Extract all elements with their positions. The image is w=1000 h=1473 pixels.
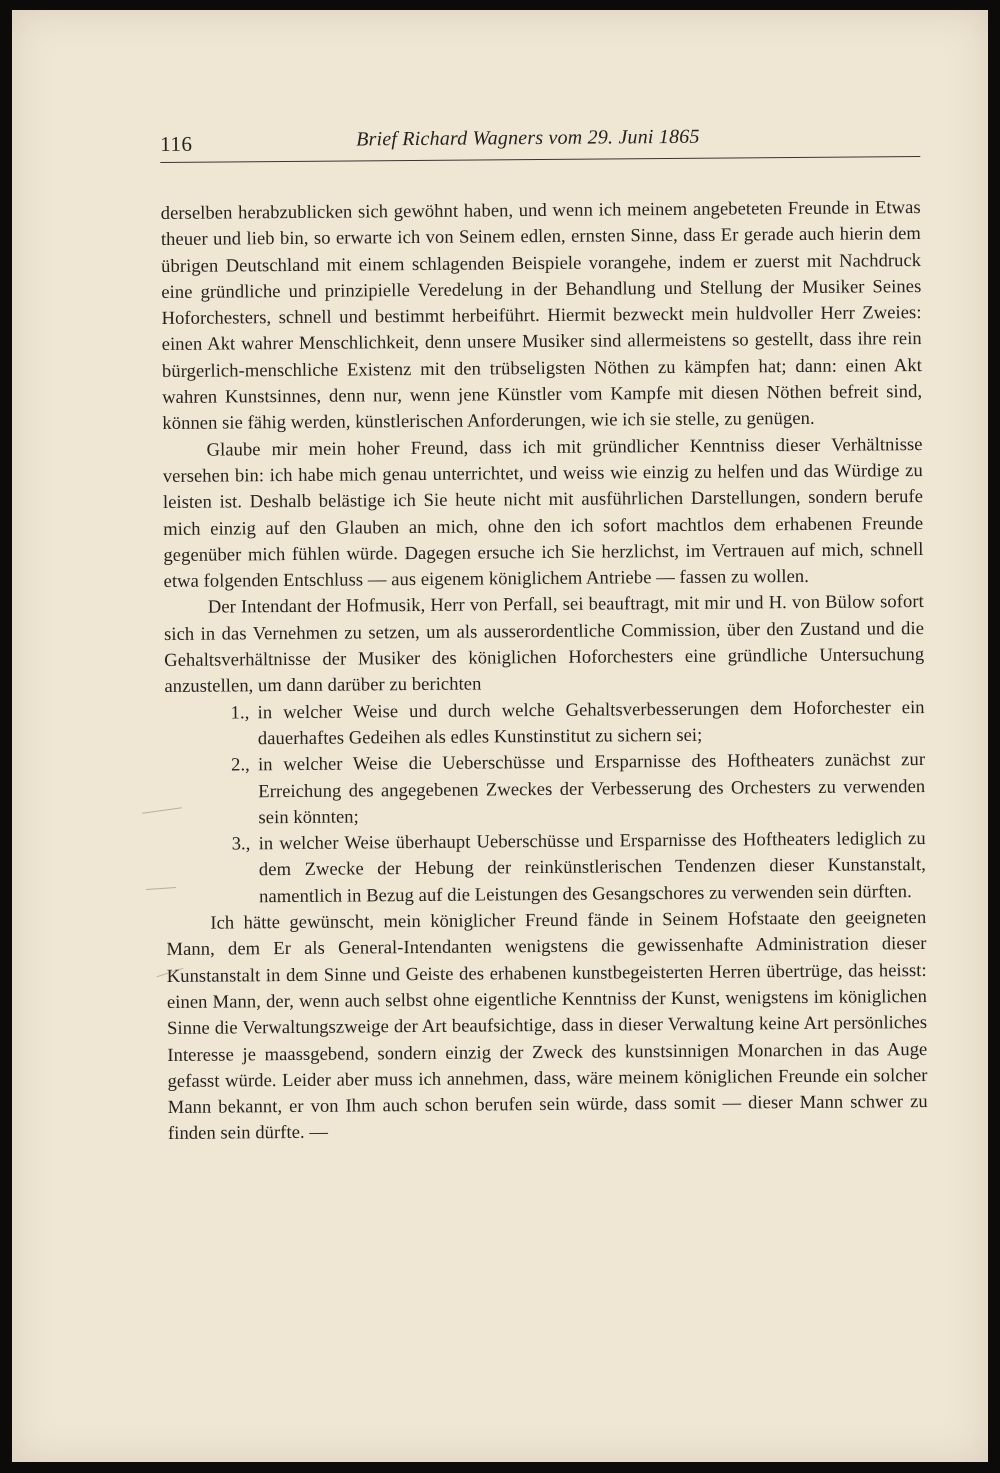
list-item: [165, 747, 926, 832]
paragraph: derselben herabzublicken sich gewöhnt haben, und wenn ich meinem angebeteten Freunde in Etwas theuer und lieb bin, so erwarte ich von Seinem edlen, ernsten Sinne, dass Er gerade auch hierin dem übrigen Deutschland mit einem schlagenden Beispiele vorangehe, indem er zuerst mit Nachdruck eine gründliche und prinzipielle Veredelung in der Behandlung und Stellung der Musiker Seines Hoforchesters, schnell und bestimmt herbeiführt. Hiermit bezweckt mein huldvoller Herr Zweies: einen Akt wahrer Menschlichkeit, denn unsere Musiker sind allermeistens so gestellt, dass ihre rein bürgerlich-menschliche Existenz mit den trübseligsten Nöthen zu kämpfen hat; dann: einen Akt wahren Kunstsinnes, denn nur, wenn jene Künstler vom Kampfe mit diesen Nöthen befreit sind, können sie fähig werden, künstlerischen Anforderungen, wie ich sie stelle, zu genügen.: [160, 197, 923, 435]
list-item-number: 1.,: [230, 701, 250, 724]
list-item-number: 2.,: [230, 754, 250, 776]
running-title: Brief Richard Wagners vom 29. Juni 1865: [356, 125, 700, 151]
list-item: [165, 695, 925, 754]
paragraph: Der Intendant der Hofmusik, Herr von Perfall, sei beauftragt, mit mir und H. von Bülow sofort sich in das Vernehmen zu setzen, um als ausserordentliche Commission, über den Zustand und die Gehaltsverhältnisse der Musiker des königlichen Hoforchesters eine gründliche Untersuchung anzustellen, um dann darüber zu berichten: [163, 591, 925, 698]
list-item-number: 3.,: [231, 833, 251, 855]
list-item-text: in welcher Weise überhaupt Ueberschüsse und Ersparnisse des Hoftheaters lediglich zu dem Zwecke der Hebung der reinkünstlerischen Tendenzen dieser Kunstanstalt, namentlich in Bezug auf die Leistungen des Gesangschores zu verwenden sein dürften.: [258, 828, 926, 907]
paragraph: Glaube mir mein hoher Freund, dass ich mit gründlicher Kenntniss dieser Verhältnisse versehen bin: ich habe mich genau unterrichtet, und weiss wie einzig zu helfen und das Würdige zu leisten ist. Deshalb belästige ich Sie heute nicht mit ausführlichen Darstellungen, sondern berufe mich einzig auf den Glauben an mich, ohne den ich sofort machtlos dem erhabenen Freunde gegenüber mich fühlen würde. Dagegen ersuche ich Sie herzlichst, im Vertrauen auf mich, schnell etwa folgenden Entschluss — aus eigenem königlichem Antriebe — fassen zu wollen.: [162, 433, 924, 593]
running-head: [160, 116, 920, 163]
numbered-list: [165, 695, 927, 911]
list-item: [166, 826, 927, 911]
list-item-text: in welcher Weise die Ueberschüsse und Ersparnisse des Hoftheaters zunächst zur Erreichung des angegebenen Zweckes der Verbesserung des Orchesters zu verwenden sein könnten;: [257, 749, 926, 829]
paragraph: Ich hätte gewünscht, mein königlicher Freund fände in Seinem Hofstaate den geeigneten Mann, dem Er als General-Intendanten wenigstens die gewissenhafte Administration dieser Kunstanstalt in dem Sinne und Geiste des erhabenen kunstbegeisterten Herren übertrüge, das heisst: einen Mann, der, wenn auch selbst ohne eigentliche Kenntniss der Kunst, wenigstens im königlichen Sinne die Verwaltungszweige der Art beaufsichtige, dass in dieser Verwaltung keine Art persönliches Interesse je maassgebend, sondern einzig der Zweck des kunstsinnigen Monarchen in das Auge gefasst würde. Leider aber muss ich annehmen, dass, wäre meinem königlichen Freunde ein solcher Mann bekannt, er von Ihm auch schon berufen sein würde, dass somit — dieser Mann schwer zu finden sein dürfte. —: [166, 907, 928, 1145]
page-number: 116: [160, 131, 193, 156]
book-page: [12, 10, 988, 1462]
page-content: [160, 116, 928, 1148]
letter-body: [161, 195, 928, 1148]
list-item-text: in welcher Weise und durch welche Gehaltsverbesserungen dem Hoforchester ein dauerhaftes Gedeihen als edles Kunstinstitut zu sichern sei;: [257, 696, 925, 750]
